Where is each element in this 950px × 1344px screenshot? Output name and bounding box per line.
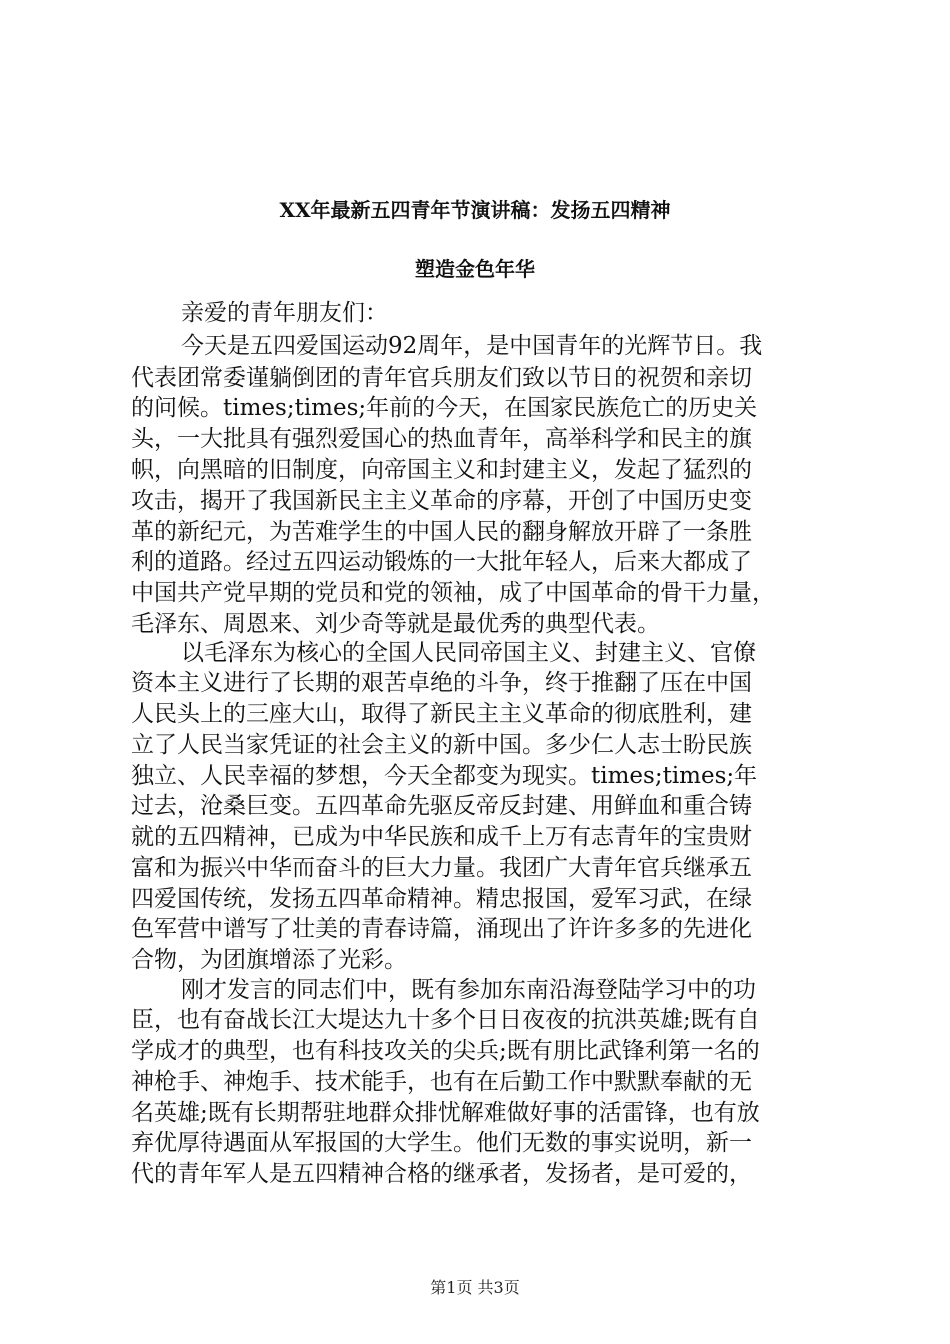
body-line: 合物，为团旗增添了光彩。 [131, 947, 407, 973]
body-line: 利的道路。经过五四运动锻炼的一大批年轻人，后来大都成了 [131, 549, 752, 575]
body-line: 代的青年军人是五四精神合格的继承者，发扬者，是可爱的， [131, 1161, 752, 1187]
body-line: 臣，也有奋战长江大堤达九十多个日日夜夜的抗洪英雄;既有自 [131, 1007, 760, 1033]
body-line: 四爱国传统，发扬五四革命精神。精忠报国，爱军习武，在绿 [131, 886, 752, 912]
body-line: 革的新纪元，为苦难学生的中国人民的翻身解放开辟了一条胜 [131, 519, 752, 545]
body-line: 今天是五四爱国运动92周年，是中国青年的光辉节日。我 [181, 333, 763, 359]
body-line: 以毛泽东为核心的全国人民同帝国主义、封建主义、官僚 [181, 640, 756, 666]
body-line: 帜，向黑暗的旧制度，向帝国主义和封建主义，发起了猛烈的 [131, 457, 752, 483]
body-line: 立了人民当家凭证的社会主义的新中国。多少仁人志士盼民族 [131, 732, 752, 758]
body-line: 名英雄;既有长期帮驻地群众排忧解难做好事的活雷锋，也有放 [131, 1100, 760, 1126]
body-line: 代表团常委谨躺倒团的青年官兵朋友们致以节日的祝贺和亲切 [131, 365, 752, 391]
body-line: 亲爱的青年朋友们： [181, 300, 388, 326]
body-line: 弃优厚待遇面从军报国的大学生。他们无数的事实说明，新一 [131, 1130, 752, 1156]
document-title-line-1: XX年最新五四青年节演讲稿：发扬五四精神 [279, 198, 671, 222]
body-line: 富和为振兴中华而奋斗的巨大力量。我团广大青年官兵继承五 [131, 855, 752, 881]
body-line: 人民头上的三座大山，取得了新民主主义革命的彻底胜利，建 [131, 701, 752, 727]
body-line: 刚才发言的同志们中，既有参加东南沿海登陆学习中的功 [181, 977, 756, 1003]
body-line: 资本主义进行了长期的艰苦卓绝的斗争，终于推翻了压在中国 [131, 670, 752, 696]
body-line: 头，一大批具有强烈爱国心的热血青年，高举科学和民主的旗 [131, 426, 752, 452]
body-line: 就的五四精神，已成为中华民族和成千上万有志青年的宝贵财 [131, 824, 752, 850]
body-line: 学成才的典型，也有科技攻关的尖兵;既有朋比武锋利第一名的 [131, 1038, 760, 1064]
body-line: 的问候。times;times;年前的今天，在国家民族危亡的历史关 [131, 395, 758, 421]
body-line: 色军营中谱写了壮美的青春诗篇，涌现出了许许多多的先进化 [131, 916, 752, 942]
page-footer: 第1页 共3页 [430, 1278, 520, 1297]
body-line: 过去，沧桑巨变。五四革命先驱反帝反封建、用鲜血和重合铸 [131, 793, 752, 819]
body-line: 中国共产党早期的党员和党的领袖，成了中国革命的骨干力量， [131, 580, 775, 606]
document-title-line-2: 塑造金色年华 [415, 257, 535, 281]
body-line: 毛泽东、周恩来、刘少奇等就是最优秀的典型代表。 [131, 611, 660, 637]
body-line: 攻击，揭开了我国新民主主义革命的序幕，开创了中国历史变 [131, 488, 752, 514]
body-line: 神枪手、神炮手、技术能手，也有在后勤工作中默默奉献的无 [131, 1069, 752, 1095]
body-line: 独立、人民幸福的梦想，今天全都变为现实。times;times;年 [131, 763, 758, 789]
